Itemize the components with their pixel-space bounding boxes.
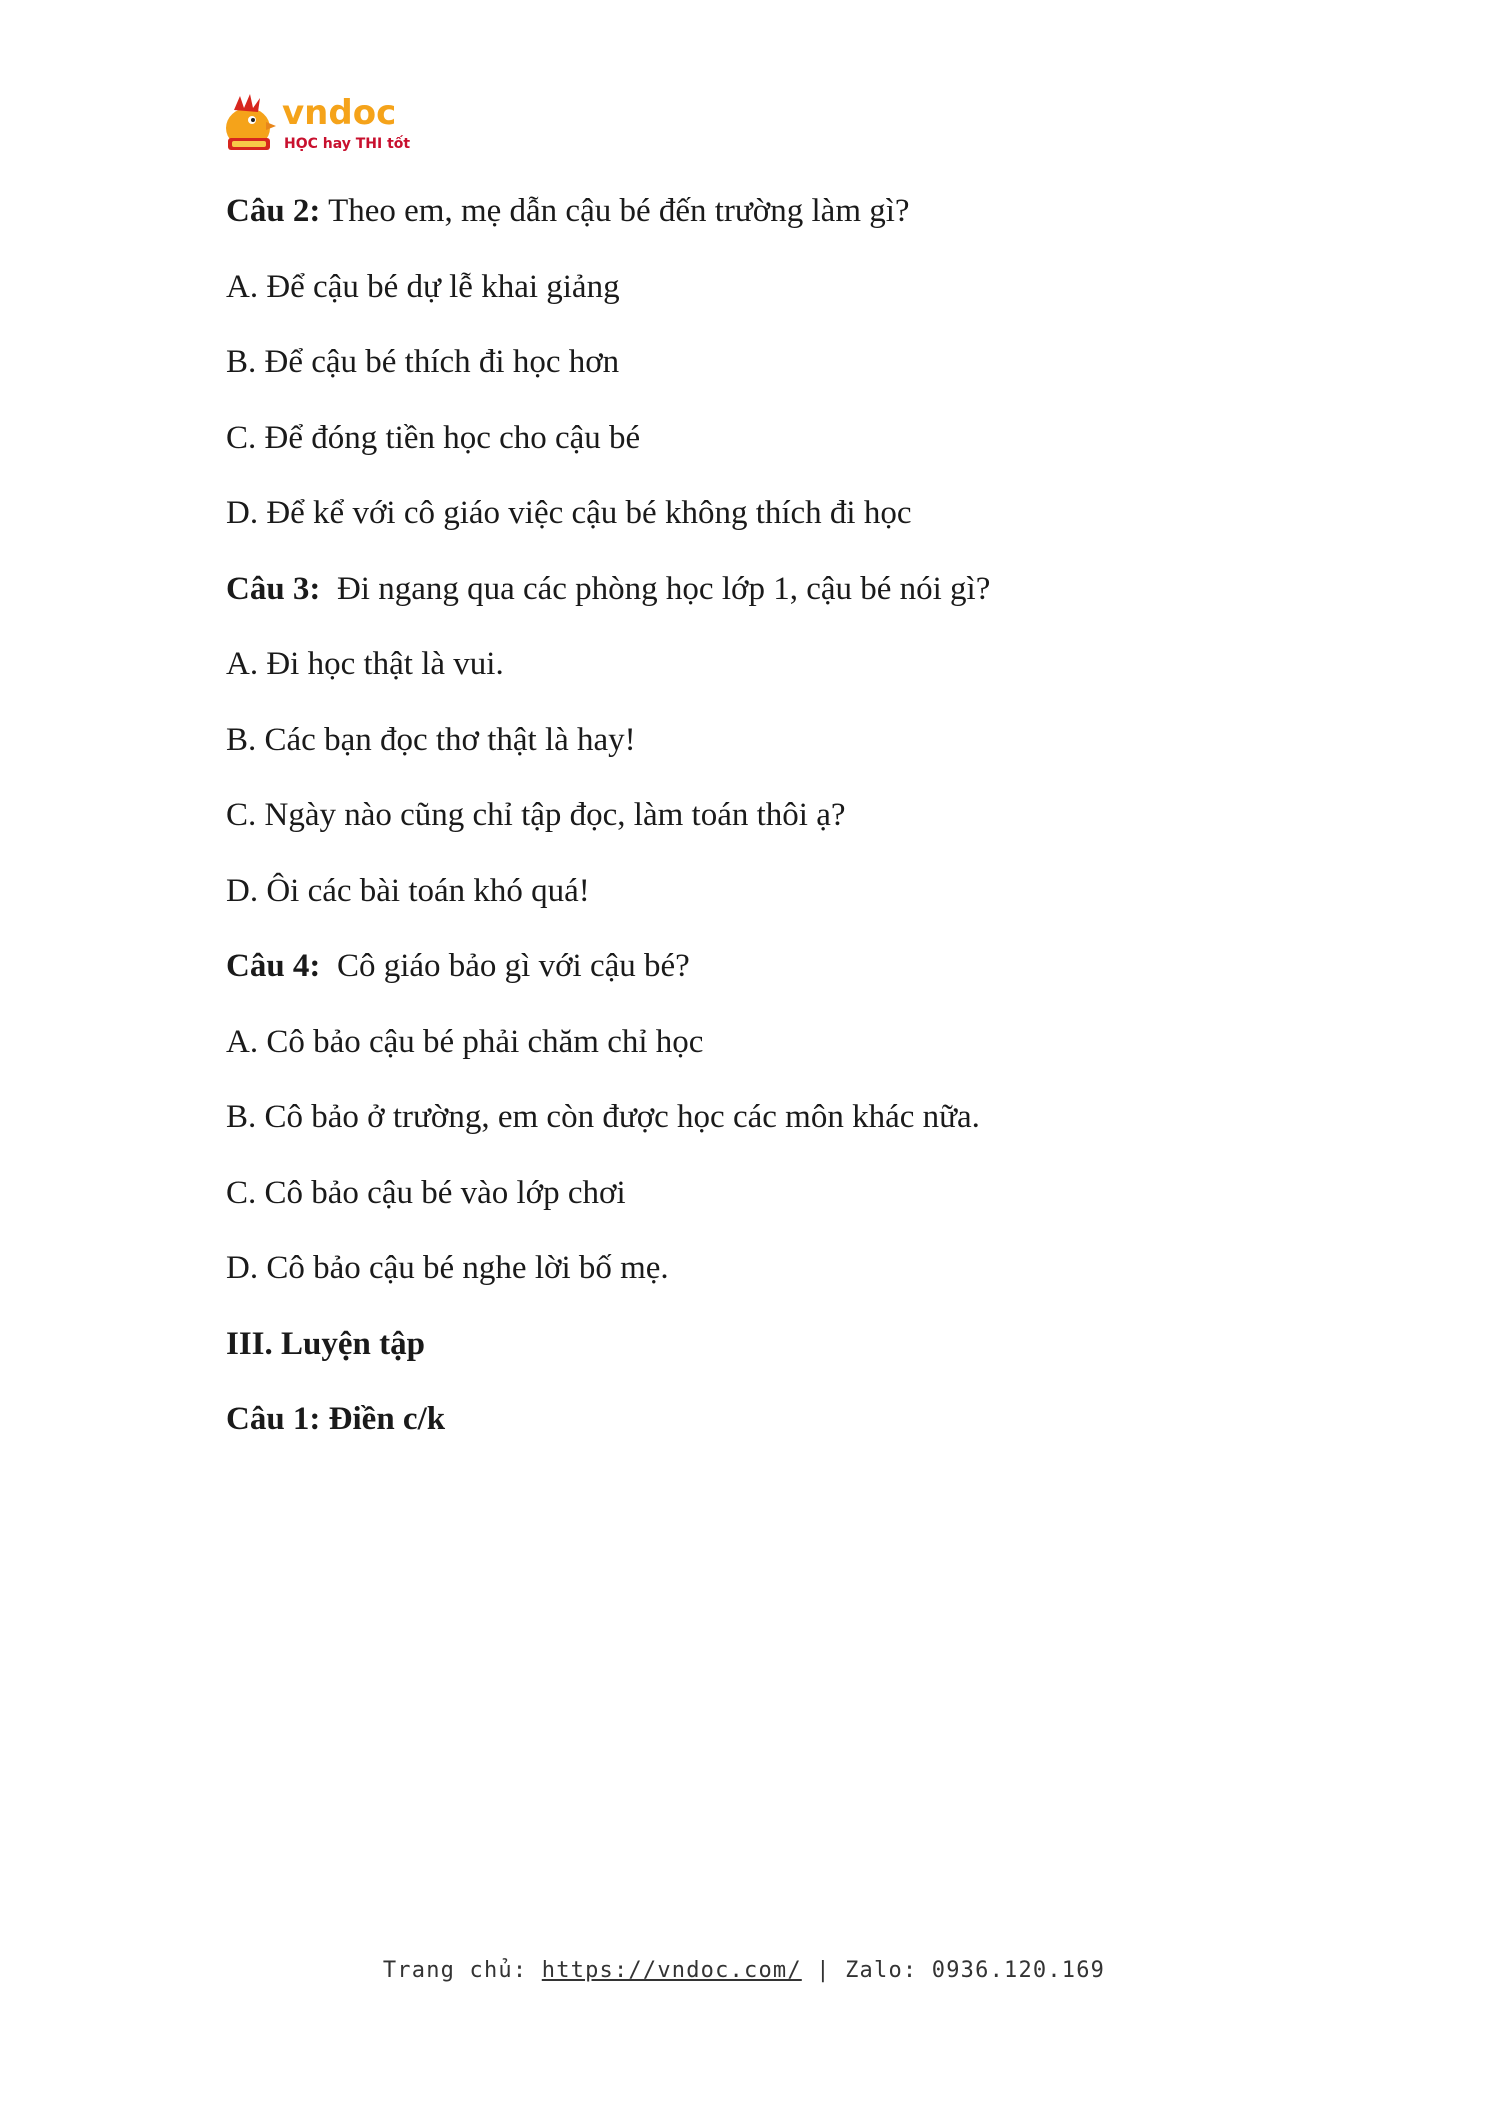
- footer-contact: | Zalo: 0936.120.169: [801, 1958, 1106, 1983]
- answer-option: C. Để đóng tiền học cho cậu bé: [226, 419, 641, 456]
- question-line: [226, 174, 1326, 250]
- answer-option: D. Cô bảo cậu bé nghe lời bố mẹ.: [226, 1250, 669, 1286]
- question-block: [226, 174, 1326, 552]
- question-text: Theo em, mẹ dẫn cậu bé đến trường làm gì?: [320, 193, 910, 229]
- exercise-heading: Câu 1: Điền c/k: [226, 1401, 446, 1437]
- answer-option: B. Cô bảo ở trường, em còn được học các môn khác nữa.: [226, 1099, 980, 1135]
- question-line: [226, 929, 1326, 1005]
- answer-option: D. Để kể với cô giáo việc cậu bé không thích đi học: [226, 495, 912, 531]
- rooster-mascot-icon: [226, 94, 276, 150]
- question-label: Câu 2:: [226, 193, 321, 229]
- question-line: [226, 552, 1326, 628]
- question-block: [226, 552, 1326, 930]
- answer-option: D. Ôi các bài toán khó quá!: [226, 872, 590, 909]
- brand-wordmark: vndoc: [282, 93, 397, 133]
- answer-option: C. Ngày nào cũng chỉ tập đọc, làm toán thôi ạ?: [226, 797, 846, 833]
- question-label: Câu 3:: [226, 570, 321, 607]
- section-heading: III. Luyện tập: [226, 1325, 425, 1362]
- answer-option: B. Các bạn đọc thơ thật là hay!: [226, 721, 636, 758]
- question-block: [226, 929, 1326, 1307]
- page-footer: [0, 1958, 1488, 1983]
- answer-option: C. Cô bảo cậu bé vào lớp chơi: [226, 1174, 626, 1211]
- answer-option: B. Để cậu bé thích đi học hơn: [226, 344, 620, 380]
- question-text: Đi ngang qua các phòng học lớp 1, cậu bé nói gì?: [320, 570, 991, 607]
- footer-prefix: Trang chủ:: [382, 1958, 542, 1983]
- answer-option: A. Để cậu bé dự lễ khai giảng: [226, 268, 620, 305]
- brand-tagline: HỌC hay THI tốt: [284, 136, 411, 152]
- answer-option: A. Đi học thật là vui.: [226, 646, 504, 682]
- homepage-link[interactable]: https://vndoc.com/: [541, 1958, 802, 1983]
- question-label: Câu 4:: [226, 948, 321, 984]
- question-text: Cô giáo bảo gì với cậu bé?: [320, 948, 690, 984]
- vndoc-logo: [222, 88, 422, 154]
- answer-option: A. Cô bảo cậu bé phải chăm chỉ học: [226, 1023, 704, 1060]
- document-body: [226, 174, 1326, 1458]
